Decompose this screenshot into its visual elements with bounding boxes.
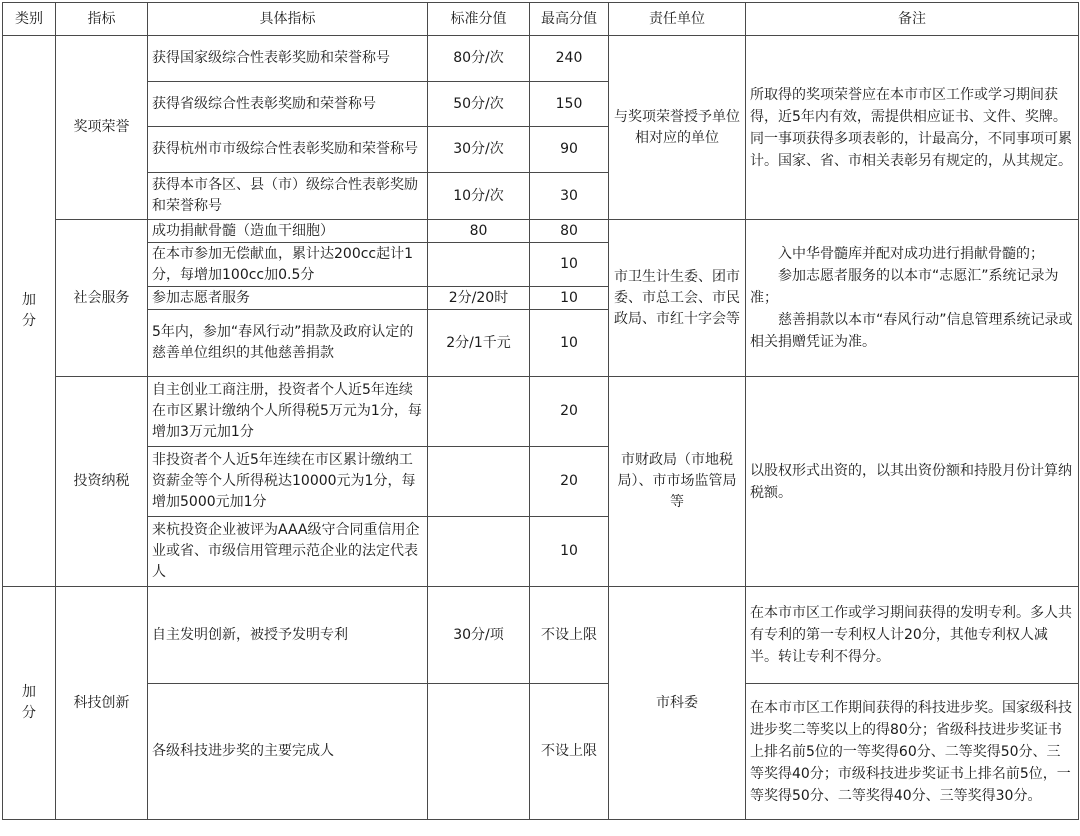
category-label: 加分 — [21, 292, 36, 329]
header-max-score: 最高分值 — [530, 3, 609, 36]
standard-score: 30分/项 — [428, 587, 530, 684]
category-cell — [3, 36, 56, 587]
standard-score: 10分/次 — [428, 173, 530, 220]
max-score: 240 — [530, 36, 609, 82]
responsible-unit: 市卫生计生委、团市委、市总工会、市民政局、市红十字会等 — [609, 220, 746, 377]
standard-score — [428, 377, 530, 447]
max-score: 10 — [530, 310, 609, 377]
header-indicator: 指标 — [56, 3, 148, 36]
specific-item: 成功捐献骨髓（造血干细胞） — [148, 220, 428, 243]
header-row — [3, 3, 1079, 36]
max-score: 10 — [530, 517, 609, 587]
max-score: 10 — [530, 287, 609, 310]
table-row — [3, 36, 1079, 82]
specific-item: 来杭投资企业被评为AAA级守合同重信用企业或省、市级信用管理示范企业的法定代表人 — [148, 517, 428, 587]
header-standard-score: 标准分值 — [428, 3, 530, 36]
indicator-tech: 科技创新 — [56, 587, 148, 820]
standard-score: 50分/次 — [428, 82, 530, 127]
responsible-unit: 与奖项荣誉授予单位相对应的单位 — [609, 36, 746, 220]
responsible-unit: 市财政局（市地税局）、市市场监管局等 — [609, 377, 746, 587]
max-score: 不设上限 — [530, 684, 609, 820]
remarks-line: 慈善捐款以本市“春风行动”信息管理系统记录或相关捐赠凭证为准。 — [750, 312, 1073, 350]
category-cell — [3, 587, 56, 820]
standard-score — [428, 517, 530, 587]
table-row — [3, 587, 1079, 684]
table-row — [3, 377, 1079, 447]
specific-item: 在本市参加无偿献血，累计达200cc起计1分，每增加100cc加0.5分 — [148, 243, 428, 287]
table-row — [3, 684, 1079, 820]
specific-item: 获得省级综合性表彰奖励和荣誉称号 — [148, 82, 428, 127]
header-remarks: 备注 — [746, 3, 1079, 36]
indicator-awards: 奖项荣誉 — [56, 36, 148, 220]
indicator-social: 社会服务 — [56, 220, 148, 377]
specific-item: 自主创业工商注册，投资者个人近5年连续在市区累计缴纳个人所得税5万元为1分，每增加3万元加1分 — [148, 377, 428, 447]
specific-item: 自主发明创新，被授予发明专利 — [148, 587, 428, 684]
specific-item: 获得国家级综合性表彰奖励和荣誉称号 — [148, 36, 428, 82]
header-category: 类别 — [3, 3, 56, 36]
standard-score — [428, 684, 530, 820]
max-score: 80 — [530, 220, 609, 243]
score-table — [2, 2, 1079, 820]
header-responsible-unit: 责任单位 — [609, 3, 746, 36]
standard-score: 80 — [428, 220, 530, 243]
standard-score — [428, 243, 530, 287]
remarks-cell: 在本市市区工作或学习期间获得的发明专利。多人共有专利的第一专利权人计20分，其他专利权人减半。转让专利不得分。 — [746, 587, 1079, 684]
max-score: 150 — [530, 82, 609, 127]
header-specific-indicator: 具体指标 — [148, 3, 428, 36]
category-label: 加分 — [21, 684, 36, 721]
specific-item: 获得杭州市市级综合性表彰奖励和荣誉称号 — [148, 127, 428, 173]
responsible-unit: 市科委 — [609, 587, 746, 820]
standard-score: 2分/20时 — [428, 287, 530, 310]
specific-item: 获得本市各区、县（市）级综合性表彰奖励和荣誉称号 — [148, 173, 428, 220]
max-score: 不设上限 — [530, 587, 609, 684]
table-row — [3, 220, 1079, 243]
remarks-cell: 以股权形式出资的，以其出资份额和持股月份计算纳税额。 — [746, 377, 1079, 587]
standard-score — [428, 447, 530, 517]
standard-score: 30分/次 — [428, 127, 530, 173]
max-score: 20 — [530, 447, 609, 517]
remarks-line: 入中华骨髓库并配对成功进行捐献骨髓的； — [778, 246, 1044, 262]
standard-score: 80分/次 — [428, 36, 530, 82]
specific-item: 5年内，参加“春风行动”捐款及政府认定的慈善单位组织的其他慈善捐款 — [148, 310, 428, 377]
remarks-cell — [746, 220, 1079, 377]
indicator-tax: 投资纳税 — [56, 377, 148, 587]
max-score: 90 — [530, 127, 609, 173]
remarks-cell: 在本市市区工作期间获得的科技进步奖。国家级科技进步奖二等奖以上的得80分；省级科技进步奖证书上排名前5位的一等奖得60分、二等奖得50分、三等奖得40分；市级科技进步奖证书上排名前5位，一等奖得50分、二等奖得40分、三等奖得30分。 — [746, 684, 1079, 820]
specific-item: 各级科技进步奖的主要完成人 — [148, 684, 428, 820]
max-score: 30 — [530, 173, 609, 220]
max-score: 20 — [530, 377, 609, 447]
standard-score: 2分/1千元 — [428, 310, 530, 377]
remarks-line: 参加志愿者服务的以本市“志愿汇”系统记录为准； — [750, 268, 1059, 306]
remarks-cell: 所取得的奖项荣誉应在本市市区工作或学习期间获得，近5年内有效，需提供相应证书、文件、奖牌。同一事项获得多项表彰的，计最高分，不同事项可累计。国家、省、市相关表彰另有规定的，从其规定。 — [746, 36, 1079, 220]
specific-item: 非投资者个人近5年连续在市区累计缴纳工资薪金等个人所得税达10000元为1分，每增加5000元加1分 — [148, 447, 428, 517]
specific-item: 参加志愿者服务 — [148, 287, 428, 310]
max-score: 10 — [530, 243, 609, 287]
